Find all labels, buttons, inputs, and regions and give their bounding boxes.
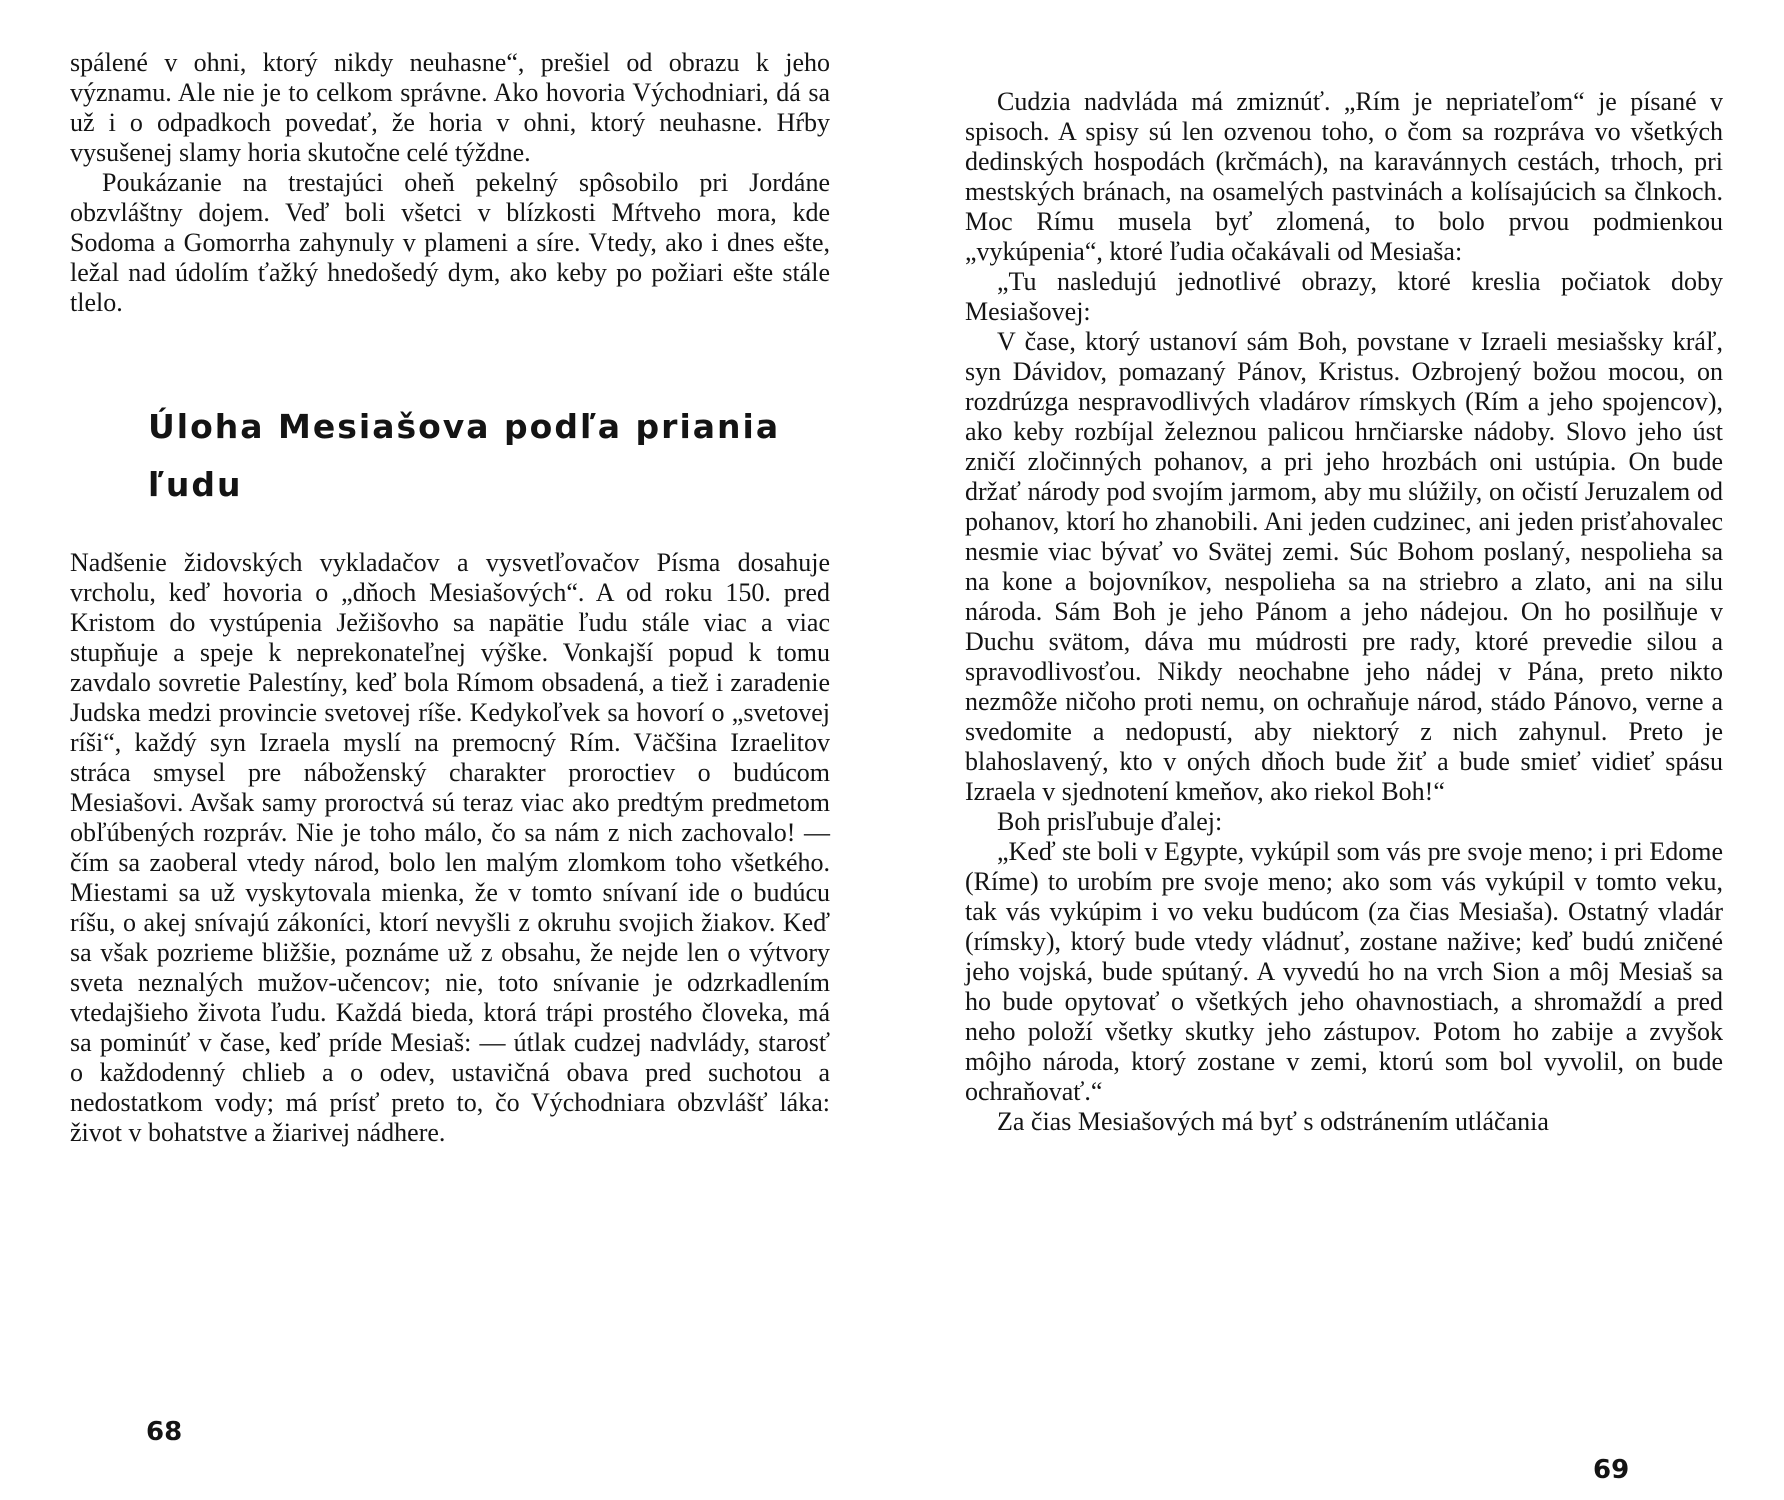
left-paragraph-2: Poukázanie na trestajúci oheň pekelný spôsobilo pri Jordáne obzvláštny dojem. Veď boli všetci v blízkosti Mŕtveho mora, kde Sodoma a Gomorrha zahynuly v plameni a síre. Vtedy, ako i dnes ešte, ležal nad údolím ťažký hnedošedý dym, ako keby po požiari ešte stále tlelo. bbox=[70, 168, 830, 317]
right-paragraph-5: „Keď ste boli v Egypte, vykúpil som vás pre svoje meno; i pri Edome (Ríme) to urobím pre svoje meno; ako som vás vykúpil v tomto veku, tak vás vykúpim i vo veku budúcom (za čias Mesiaša). Ostatný vladár (rímsky), ktorý bude vtedy vládnuť, zostane nažive; keď budú zničené jeho vojská, bude spútaný. A vyvedú ho na vrch Sion a môj Mesiaš sa ho bude opytovať o všetkých jeho ohavnostiach, a shromaždí a pred neho položí všetky skutky jeho zástupov. Potom ho zabije a zvyšok môjho národa, ktorý zostane v zemi, ktorú som bol vyvolil, on bude ochraňovať.“ bbox=[965, 837, 1723, 1106]
right-paragraph-4: Boh prisľubuje ďalej: bbox=[997, 807, 1223, 836]
right-paragraph-1: Cudzia nadvláda má zmiznúť. „Rím je nepriateľom“ je písané v spisoch. A spisy sú len ozvenou toho, o čom sa rozpráva vo všetkých dedinských hospodách (krčmách), na karavánnych cestách, trhoch, pri mestských bránach, na osamelých pastvinách a kolísajúcich sa člnkoch. Moc Rímu musela byť zlomená, to bolo prvou podmienkou „vykúpenia“, ktoré ľudia očakávali od Mesiaša: bbox=[965, 87, 1723, 266]
left-paragraph-1: spálené v ohni, ktorý nikdy neuhasne“, prešiel od obrazu k jeho významu. Ale nie je to celkom správne. Ako hovoria Východniari, dá sa už i o odpadkoch povedať, že horia v ohni, ktorý neuhasne. Hŕby vysušenej slamy horia skutočne celé týždne. bbox=[70, 48, 830, 167]
left-paragraph-3: Nadšenie židovských vykladačov a vysvetľovačov Písma dosahuje vrcholu, keď hovoria o „dňoch Mesiašových“. A od roku 150. pred Kristom do vystúpenia Ježišovho sa napätie ľudu stále viac a viac stupňuje a speje k neprekonateľnej výške. Vonkajší popud k tomu zavdalo sovretie Palestíny, keď bola Rímom obsadená, a tiež i zaradenie Judska medzi provincie svetovej ríše. Kedykoľvek sa hovorí o „svetovej ríši“, každý syn Izraela myslí na premocný Rím. Väčšina Izraelitov stráca smysel pre náboženský charakter proroctiev o budúcom Mesiašovi. Avšak samy proroctvá sú teraz viac ako predtým predmetom obľúbených rozpráv. Nie je toho málo, čo sa nám z nich zachovalo! — čím sa zaoberal vtedy národ, bolo len malým zlomkom toho všetkého. Miestami sa už vyskytovala mienka, že v tomto snívaní ide o budúcu ríšu, o akej snívajú zákoníci, ktorí nevyšli z okruhu svojich žiakov. Keď sa však pozrieme bližšie, poznáme už z obsahu, že nejde len o výtvory sveta neznalých mužov-učencov; nie, toto snívanie je odzrkadlením vtedajšieho života ľudu. Každá bieda, ktorá trápi prostého človeka, má sa pominúť v čase, keď príde Mesiaš: — útlak cudzej nadvlády, starosť o každodenný chlieb a o odev, ustavičná obava pred suchotou a nedostatkom vody; má prísť preto to, čo Východniara obzvlášť láka: život v bohatstve a žiarivej nádhere. bbox=[70, 548, 830, 1147]
page-number-left: 68 bbox=[146, 1417, 183, 1447]
right-page bbox=[965, 0, 1723, 1137]
section-heading: Úloha Mesiašova podľa priania ľudu bbox=[148, 407, 781, 504]
left-page bbox=[70, 0, 830, 1148]
right-paragraph-3: V čase, ktorý ustanoví sám Boh, povstane v Izraeli mesiašsky kráľ, syn Dávidov, pomazaný Pánov, Kristus. Ozbrojený božou mocou, on rozdrúzga nespravodlivých vladárov rímskych (Rím a jeho spojencov), ako keby rozbíjal železnou palicou hrnčiarske nádoby. Slovo jeho úst zničí zločinných pohanov, a pri jeho hrozbách oni ustúpia. On bude držať národy pod svojím jarmom, aby mu slúžily, on očistí Jeruzalem od pohanov, ktorí ho zhanobili. Ani jeden cudzinec, ani jeden prisťahovalec nesmie viac bývať vo Svätej zemi. Súc Bohom poslaný, nespolieha sa na kone a bojovníkov, nespolieha sa na striebro a zlato, ani na silu národa. Sám Boh je jeho Pánom a jeho nádejou. On ho posilňuje v Duchu svätom, dáva mu múdrosti pre rady, ktoré prevedie silou a spravodlivosťou. Nikdy neochabne jeho nádej v Pána, preto nikto nezmôže ničoho proti nemu, on ochraňuje národ, stádo Pánovo, verne a svedomite a nedopustí, aby niektorý z nich zahynul. Preto je blahoslavený, kto v oných dňoch bude žiť a bude smieť vidieť spásu Izraela v sjednotení kmeňov, ako riekol Boh!“ bbox=[965, 327, 1723, 806]
right-paragraph-2: „Tu nasledujú jednotlivé obrazy, ktoré kreslia počiatok doby Mesiašovej: bbox=[965, 267, 1723, 326]
right-paragraph-6: Za čias Mesiašových má byť s odstránením utláčania bbox=[997, 1107, 1549, 1136]
page-number-right: 69 bbox=[1593, 1455, 1630, 1485]
